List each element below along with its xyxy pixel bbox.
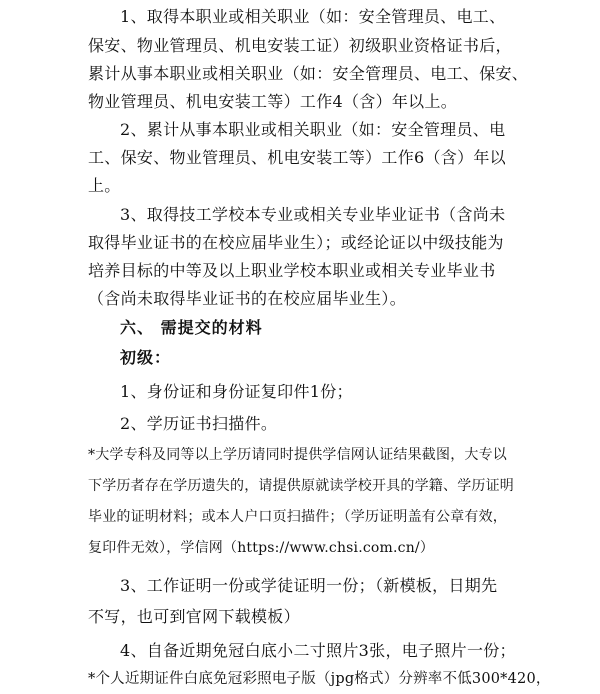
photo-note: *个人近期证件白底免冠彩照电子版（jpg格式）分辨率不低300*420， [88,671,551,687]
subheading-junior-level: 初级： [120,348,172,367]
material-4: 4、自备近期免冠白底小二寸照片3张，电子照片一份； [120,641,516,660]
requirement-3-line-4: （含尚未取得毕业证书的在校应届毕业生）。 [88,289,407,308]
material-3-line-1: 3、工作证明一份或学徒证明一份；（新模板，日期先 [120,576,498,595]
material-2: 2、学历证书扫描件。 [120,414,278,433]
requirement-2-line-1: 2、累计从事本职业或相关职业（如：安全管理员、电 [120,120,506,139]
material-3-line-2: 不写，也可到官网下载模板） [88,607,300,626]
requirement-3-line-3: 培养目标的中等及以上职业学校本职业或相关专业毕业书 [88,261,496,280]
requirement-3-line-2: 取得毕业证书的在校应届毕业生）；或经论证以中级技能为 [88,233,504,252]
requirement-3-line-1: 3、取得技工学校本专业或相关专业毕业证书（含尚未 [120,205,506,224]
material-1: 1、身份证和身份证复印件1份； [120,382,353,401]
education-note-line-3: 毕业的证明材料；或本人户口页扫描件；（学历证明盖有公章有效， [88,509,507,525]
requirement-2-line-3: 上。 [88,176,121,195]
requirement-1-line-4: 物业管理员、机电安装工等）工作4（含）年以上。 [88,92,458,111]
requirement-1-line-3: 累计从事本职业或相关职业（如：安全管理员、电工、保安、 [88,64,529,83]
section-heading-materials: 六、 需提交的材料 [120,318,263,337]
requirement-2-line-2: 工、保安、物业管理员、机电安装工等）工作6（含）年以 [88,148,506,167]
education-note-line-1: *大学专科及同等以上学历请同时提供学信网认证结果截图，大专以 [88,447,507,463]
requirement-1-line-1: 1、取得本职业或相关职业（如：安全管理员、电工、 [120,7,506,26]
education-note-line-4: 复印件无效），学信网（https://www.chsi.com.cn/） [88,540,435,556]
education-note-line-2: 下学历者存在学历遗失的，请提供原就读学校开具的学籍、学历证明 [88,478,514,494]
requirement-1-line-2: 保安、物业管理员、机电安装工证）初级职业资格证书后， [88,36,512,55]
